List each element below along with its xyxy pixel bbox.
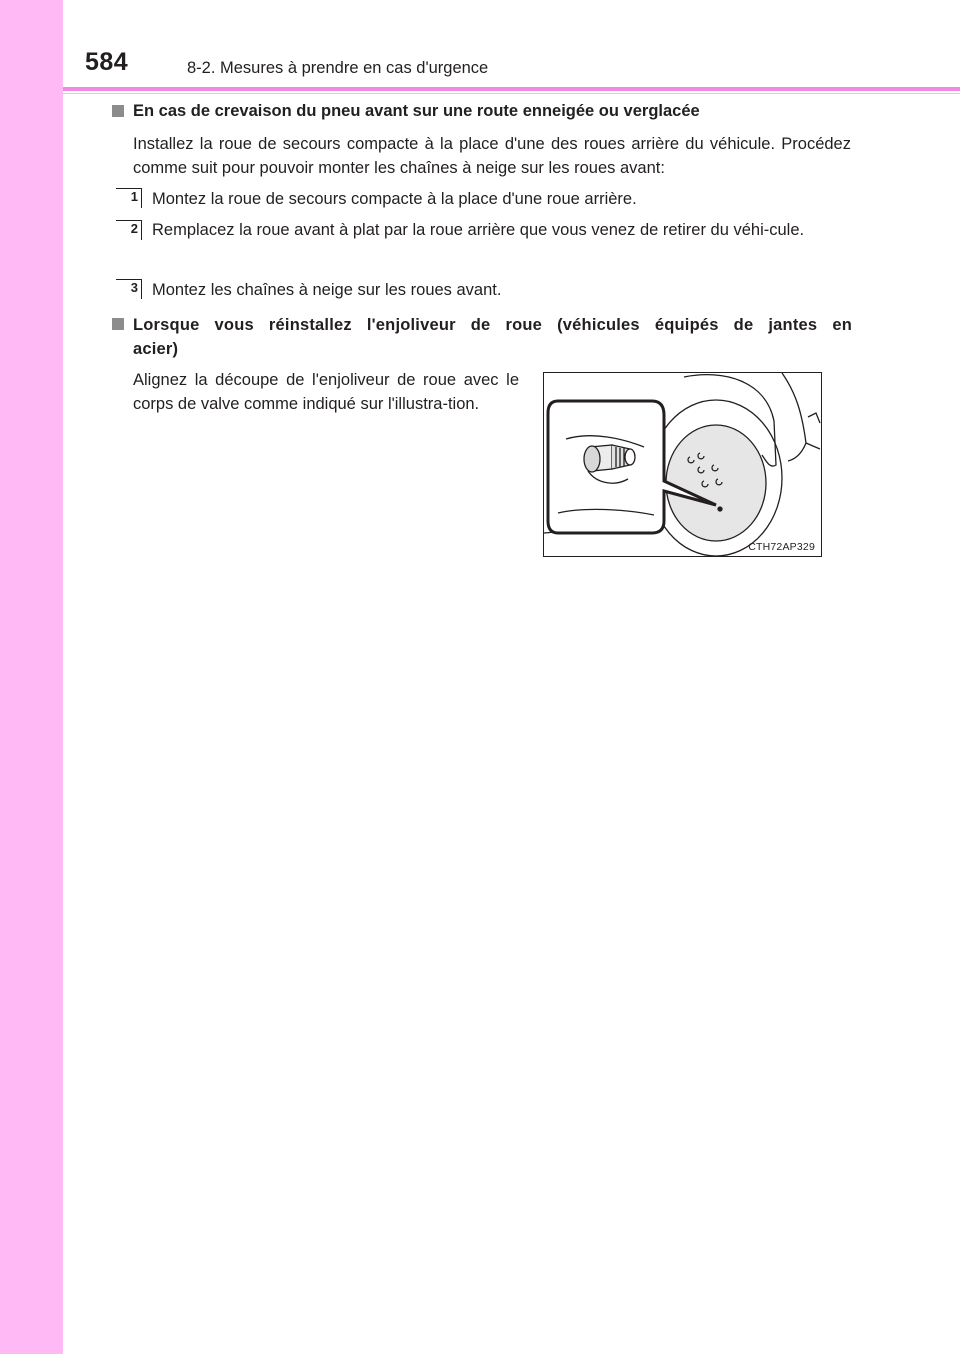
section-heading-flat-tire [112,100,852,123]
page-number: 584 [85,48,129,76]
side-color-band [0,0,63,1354]
square-bullet-icon [112,318,124,330]
step-number-badge: 2 [116,220,142,240]
hubcap-valve-illustration [543,372,822,557]
step-number-badge: 1 [116,188,142,208]
section-heading-hubcap [112,313,852,361]
section-intro-paragraph: Installez la roue de secours compacte à la place d'une des roues arrière du véhicule. Procédez comme suit pour pouvoir monter les chaînes à neige sur les roues avant: [133,135,851,177]
step-text: Montez les chaînes à neige sur les roues avant. [152,281,502,299]
illustration-graphic [544,373,823,558]
step-item-2 [116,218,852,243]
step-number-badge: 3 [116,279,142,299]
heading-text: En cas de crevaison du pneu avant sur une route enneigée ou verglacée [133,102,700,120]
square-bullet-icon [112,105,124,117]
step-text: Remplacez la roue avant à plat par la roue arrière que vous venez de retirer du véhi-cule. [152,221,805,239]
figure-code: CTH72AP329 [748,541,815,553]
header-rule-thin [63,93,960,94]
header-rule [63,87,960,91]
step-text: Montez la roue de secours compacte à la place d'une roue arrière. [152,190,637,208]
chapter-title: 8-2. Mesures à prendre en cas d'urgence [187,59,489,77]
heading-text: Lorsque vous réinstallez l'enjoliveur de roue (véhicules équipés de jantes en acier) [133,316,852,358]
step-item-1 [116,186,852,213]
hubcap-instruction-text: Alignez la découpe de l'enjoliveur de roue avec le corps de valve comme indiqué sur l'illustra-tion. [133,371,519,413]
step-item-3 [116,277,852,304]
